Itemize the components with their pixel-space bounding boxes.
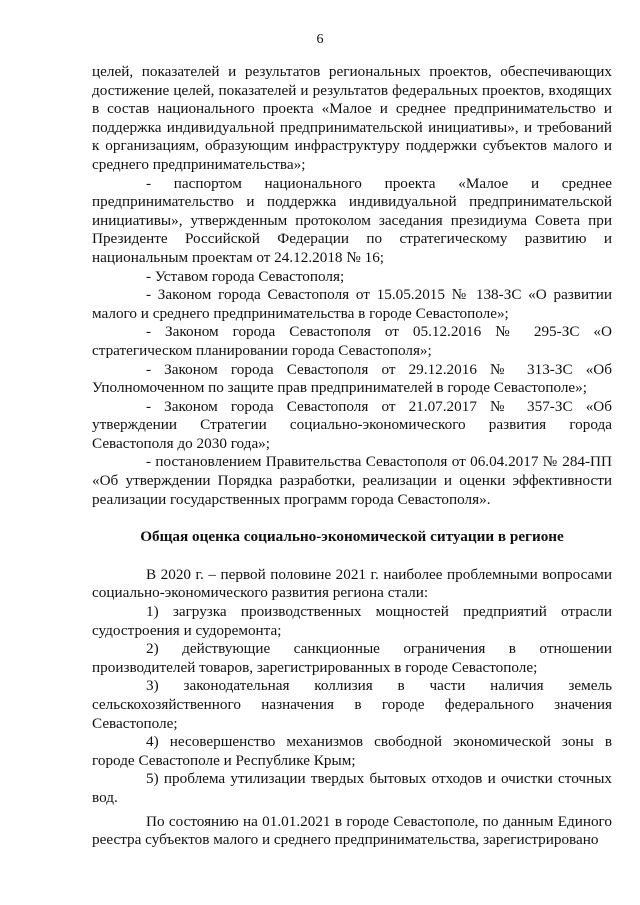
document-body <box>92 63 612 850</box>
paragraph: целей, показателей и результатов региональных проектов, обеспечивающих достижение целей, показателей и результатов федеральных проектов, входящих в состав национального проекта «Малое и среднее предпринимательство и поддержка индивидуальной предпринимательской инициативы», и требований к организациям, образующим инфраструктуру поддержки субъектов малого и среднего предпринимательства»; <box>92 63 612 173</box>
paragraph: - Уставом города Севастополя; <box>146 267 345 285</box>
list-item: 5) проблема утилизации твердых бытовых отходов и очистки сточных вод. <box>92 770 612 806</box>
list-item: 1) загрузка производственных мощностей предприятий отрасли судостроения и судоремонта; <box>92 603 612 639</box>
list-item: 4) несовершенство механизмов свободной экономической зоны в городе Севастополе и Республике Крым; <box>92 733 612 769</box>
page-number: 6 <box>316 32 324 47</box>
paragraph: В 2020 г. – первой половине 2021 г. наиболее проблемными вопросами социально-экономического развития региона стали: <box>92 565 612 602</box>
section-heading: Общая оценка социально-экономической ситуации в регионе <box>140 528 564 546</box>
paragraph: - Законом города Севастополя от 29.12.2016 № 313-ЗС «Об Уполномоченном по защите прав предпринимателей в городе Севастополе»; <box>92 360 612 397</box>
paragraph: По состоянию на 01.01.2021 в городе Севастополе, по данным Единого реестра субъектов малого и среднего предпринимательства, зарегистрировано <box>92 812 612 849</box>
paragraph: - Законом города Севастополя от 15.05.2015 № 138-ЗС «О развитии малого и среднего предпринимательства в городе Севастополе»; <box>92 286 612 322</box>
list-item: 3) законодательная коллизия в части наличия земель сельскохозяйственного назначения в городе федерального значения Севастополе; <box>92 677 612 732</box>
list-item: 2) действующие санкционные ограничения в отношении производителей товаров, зарегистрированных в городе Севастополе; <box>92 640 612 676</box>
paragraph: - Законом города Севастополя от 21.07.2017 № 357-ЗС «Об утверждении Стратегии социально-экономического развития города Севастополя до 2030 года»; <box>92 397 612 452</box>
paragraph: - постановлением Правительства Севастополя от 06.04.2017 № 284-ПП «Об утверждении Порядка разработки, реализации и оценки эффективности реализации государственных программ города Севастополя». <box>92 453 612 508</box>
paragraph: - паспортом национального проекта «Малое и среднее предпринимательство и поддержка индивидуальной предпринимательской инициативы», утвержденным протоколом заседания президиума Совета при Президенте Российской Федерации по стратегическому развитию и национальным проектам от 24.12.2018 № 16; <box>92 174 612 266</box>
paragraph: - Законом города Севастополя от 05.12.2016 № 295-ЗС «О стратегическом планировании города Севастополя»; <box>92 323 612 359</box>
